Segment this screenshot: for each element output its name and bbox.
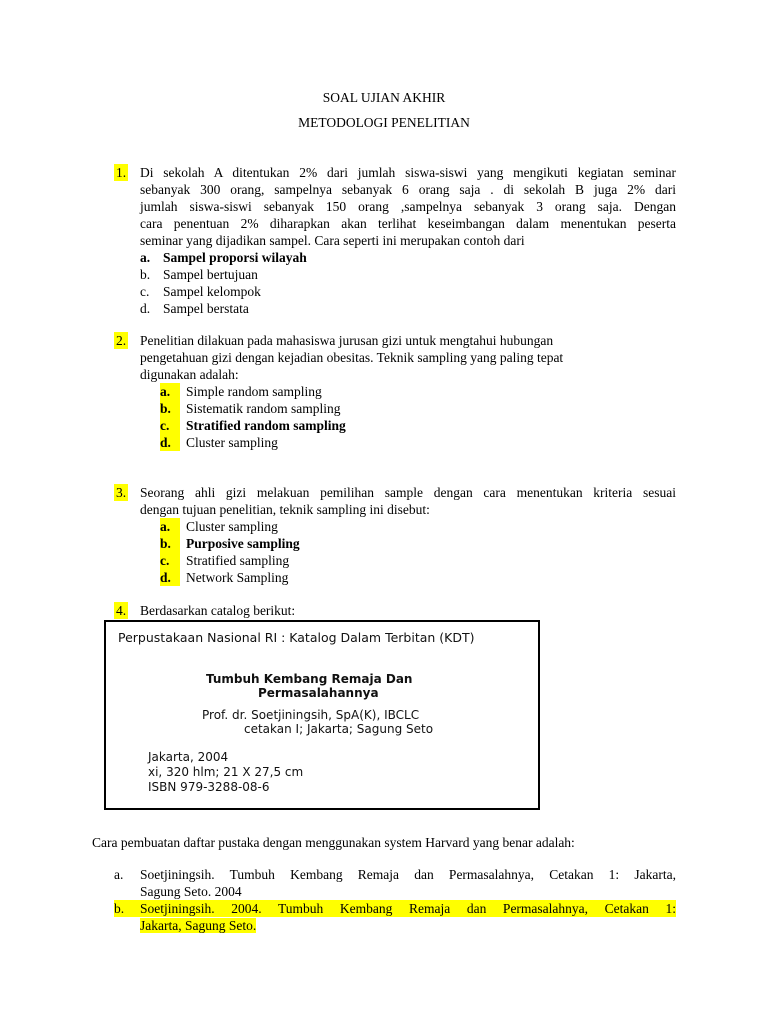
q4-answer-a-line: Sagung Seto. 2004 <box>140 884 242 899</box>
q1-option-b-letter: b. <box>140 267 151 282</box>
q2-option-d-letter: d. <box>160 434 180 451</box>
q2-option-c: Stratified random sampling <box>186 418 346 433</box>
q2-option-c-letter: c. <box>160 417 180 434</box>
q4-answer-b-line: Soetjiningsih. 2004. Tumbuh Kembang Remaja dan Permasalahnya, Cetakan 1: <box>140 901 676 916</box>
q2-number: 2. <box>116 333 127 348</box>
q1-line: sebanyak 300 orang, sampelnya sebanyak 6 orang saja . di sekolah B juga 2% dari <box>140 182 676 197</box>
q3-text <box>140 484 676 518</box>
q1-option-d: Sampel berstata <box>163 301 249 316</box>
q2-option-b: Sistematik random sampling <box>186 401 341 416</box>
q4-answer-a <box>140 866 676 900</box>
q3-option-c: Stratified sampling <box>186 553 290 568</box>
q1-line: Di sekolah A ditentukan 2% dari jumlah siswa-siswi yang mengikuti kegiatan seminar <box>140 165 676 180</box>
q3-option-c-letter: c. <box>160 552 180 569</box>
q1-option-d-letter: d. <box>140 301 151 316</box>
catalog-header: Perpustakaan Nasional RI : Katalog Dalam Terbitan (KDT) <box>118 630 475 645</box>
q4-intro: Berdasarkan catalog berikut: <box>140 603 296 618</box>
q3-line: Seorang ahli gizi melakuan pemilihan sample dengan cara menentukan kriteria sesuai <box>140 485 676 500</box>
q1-text <box>140 164 676 249</box>
q3-option-a-letter: a. <box>160 518 180 535</box>
q1-option-c: Sampel kelompok <box>163 284 261 299</box>
catalog-place: Jakarta, 2004 <box>148 750 229 764</box>
q1-option-b: Sampel bertujuan <box>163 267 258 282</box>
q2-line: Penelitian dilakuan pada mahasiswa jurusan gizi untuk mengtahui hubungan <box>140 333 554 348</box>
q4-answer-a-line: Soetjiningsih. Tumbuh Kembang Remaja dan Permasalahnya, Cetakan 1: Jakarta, <box>140 867 676 882</box>
q2-option-d: Cluster sampling <box>186 435 278 450</box>
catalog-author: Prof. dr. Soetjiningsih, SpA(K), IBCLC <box>202 708 420 722</box>
catalog-title-line1: Tumbuh Kembang Remaja Dan <box>206 672 413 686</box>
q3-option-b: Purposive sampling <box>186 536 300 551</box>
q2-option-a-letter: a. <box>160 383 180 400</box>
q3-option-a: Cluster sampling <box>186 519 278 534</box>
q1-line: cara penentuan 2% diharapkan akan terlihat keseimbangan dalam menentukan peserta <box>140 216 676 231</box>
q3-option-d-letter: d. <box>160 569 180 586</box>
q1-number: 1. <box>116 165 127 180</box>
q3-line: dengan tujuan penelitian, teknik sampling ini disebut: <box>140 502 430 517</box>
q4-answer-b-letter: b. <box>114 900 140 917</box>
catalog-edition: cetakan I; Jakarta; Sagung Seto <box>244 722 434 736</box>
q4-answer-a-letter: a. <box>114 867 124 882</box>
q3-option-b-letter: b. <box>160 535 180 552</box>
q1-line: seminar yang dijadikan sampel. Cara seperti ini merupakan contoh dari <box>140 233 525 248</box>
q1-option-c-letter: c. <box>140 284 150 299</box>
q2-line: digunakan adalah: <box>140 367 239 382</box>
q4-answer-b <box>140 900 676 934</box>
q3-option-d: Network Sampling <box>186 570 289 585</box>
q1-option-a: Sampel proporsi wilayah <box>163 250 307 265</box>
q4-answer-b-line <box>140 917 676 934</box>
q4-answer-b-line2: Jakarta, Sagung Seto. <box>140 918 257 933</box>
catalog-title-line2: Permasalahannya <box>258 686 379 700</box>
q1-option-a-letter: a. <box>140 250 151 265</box>
q4-number: 4. <box>116 603 127 618</box>
q3-number: 3. <box>116 485 127 500</box>
catalog-pages: xi, 320 hlm; 21 X 27,5 cm <box>148 765 304 779</box>
catalog-isbn: ISBN 979-3288-08-6 <box>148 780 270 794</box>
q2-line: pengetahuan gizi dengan kejadian obesitas. Teknik sampling yang paling tepat <box>140 350 564 365</box>
catalog-box <box>104 620 540 810</box>
q4-question: Cara pembuatan daftar pustaka dengan menggunakan system Harvard yang benar adalah: <box>92 835 575 850</box>
q2-option-a: Simple random sampling <box>186 384 322 399</box>
exam-title: SOAL UJIAN AKHIR <box>322 90 446 105</box>
q2-option-b-letter: b. <box>160 400 180 417</box>
q1-line: jumlah siswa-siswi sebanyak 150 orang ,sampelnya sebanyak 3 orang saja. Dengan <box>140 199 676 214</box>
exam-subtitle: METODOLOGI PENELITIAN <box>298 115 470 130</box>
